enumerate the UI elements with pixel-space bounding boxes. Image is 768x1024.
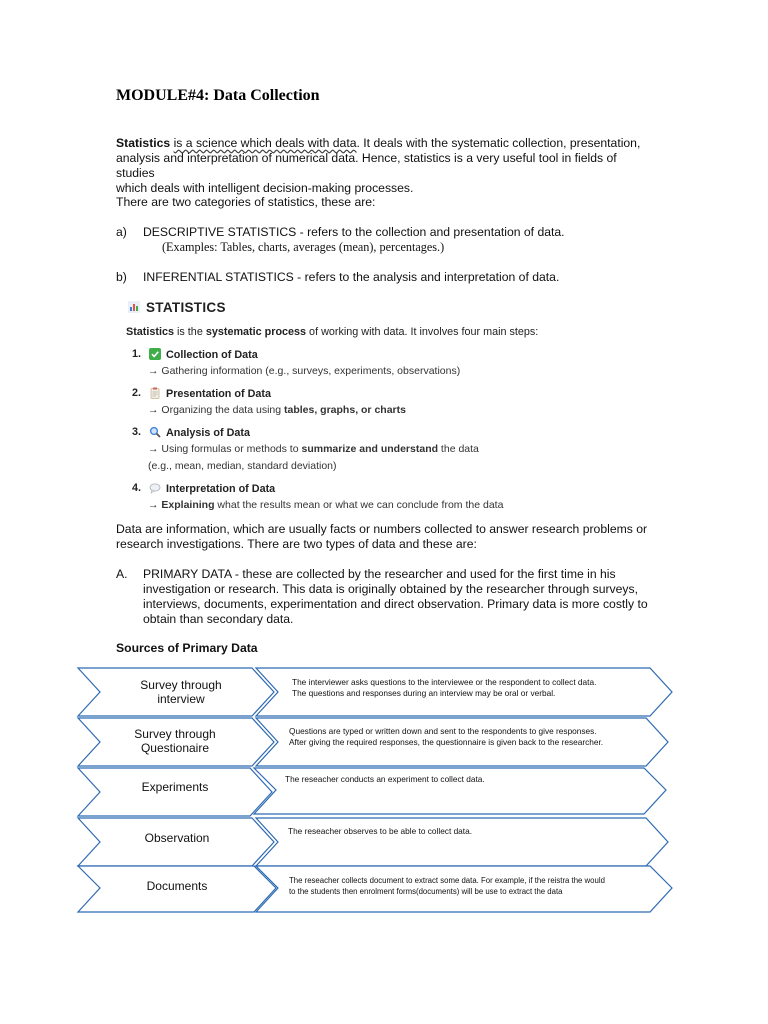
card-intro-bold-1: Statistics (126, 326, 175, 338)
step-3-title (149, 426, 250, 439)
statistics-term: Statistics (116, 136, 171, 150)
primary-label: A. (116, 567, 128, 581)
primary-line-4: obtain than secondary data. (143, 612, 294, 626)
source-1-label-line-1: Survey through (140, 678, 222, 692)
source-3-desc-line-1: The reseacher conducts an experiment to collect data. (285, 774, 485, 784)
step-4-desc-bold: Explaining (161, 499, 215, 511)
intro-paragraph (116, 136, 656, 196)
source-1-label-line-2: interview (157, 692, 205, 706)
source-desc-questionaire (289, 726, 603, 748)
card-intro-end: of working with data. It involves four main steps: (306, 326, 539, 338)
category-a-text: DESCRIPTIVE STATISTICS - refers to the collection and presentation of data. (143, 225, 565, 239)
source-4-desc-line-1: The reseacher observes to be able to collect data. (288, 826, 473, 836)
source-desc-documents (289, 875, 605, 897)
step-1-number: 1. (132, 348, 142, 360)
step-2-desc (148, 404, 406, 416)
step-2-number: 2. (132, 387, 142, 399)
source-5-label-line-1: Documents (146, 879, 208, 893)
card-heading (128, 300, 226, 315)
source-2-label-line-2: Questionaire (140, 741, 210, 755)
source-label-questionaire (110, 727, 240, 755)
primary-line-3: interviews, documents, experimentation and direct observation. Primary data is more costly to (143, 597, 648, 611)
step-1-title (149, 348, 258, 361)
speech-bubble-icon (149, 482, 161, 494)
source-1-desc-line-2: The questions and responses during an interview may be oral or verbal. (292, 688, 556, 698)
check-icon (149, 348, 161, 360)
data-types-paragraph (116, 522, 656, 552)
clipboard-icon (149, 387, 161, 399)
intro-line-1 (116, 136, 656, 151)
primary-line-1: PRIMARY DATA - these are collected by the researcher and used for the first time in his (143, 567, 616, 581)
step-1-desc: → Gathering information (e.g., surveys, experiments, observations) (148, 365, 461, 377)
card-heading-text: STATISTICS (146, 300, 226, 315)
source-5-desc-line-1: The reseacher collects document to extract some data. For example, if the reistra the would (289, 876, 605, 885)
data-types-line-1: Data are information, which are usually facts or numbers collected to answer research problems or (116, 522, 648, 536)
category-b-text: INFERENTIAL STATISTICS - refers to the analysis and interpretation of data. (143, 270, 560, 284)
step-3-desc (148, 443, 479, 455)
step-3-desc-pre: → Using formulas or methods to (148, 443, 302, 455)
step-2-desc-bold: tables, graphs, or charts (284, 404, 406, 416)
categories-intro: There are two categories of statistics, these are: (116, 195, 376, 209)
step-1-title-text: Collection of Data (166, 349, 258, 361)
sources-heading: Sources of Primary Data (116, 641, 258, 655)
card-intro-bold-2: systematic process (205, 326, 307, 338)
source-label-experiments (110, 780, 240, 794)
source-2-desc-line-2: After giving the required responses, the questionnaire is given back to the researcher. (289, 737, 604, 747)
source-label-interview (116, 678, 246, 706)
step-3-title-text: Analysis of Data (166, 427, 251, 439)
source-5-desc-line-2: to the students then enrolment forms(documents) will be use to extract the data (289, 887, 563, 896)
source-label-observation (112, 831, 242, 845)
underlined-phrase: is a science which deals with data (173, 136, 357, 150)
source-2-label-line-1: Survey through (134, 727, 216, 741)
source-3-label-line-1: Experiments (141, 780, 209, 794)
step-3-desc-line-2: (e.g., mean, median, standard deviation) (148, 460, 337, 472)
step-2-title (149, 387, 271, 400)
card-intro-mid: is the (174, 326, 206, 338)
data-types-line-2: research investigations. There are two types of data and these are: (116, 537, 477, 551)
statistics-card (118, 296, 658, 518)
source-2-desc-line-1: Questions are typed or written down and sent to the respondents to give responses. (289, 726, 597, 736)
primary-data-text (143, 567, 653, 627)
step-4-desc-pre: → (148, 499, 162, 511)
source-4-label-line-1: Observation (144, 831, 210, 845)
step-2-title-text: Presentation of Data (166, 388, 271, 400)
source-label-documents (112, 879, 242, 893)
magnifier-icon (149, 426, 161, 438)
step-2-desc-pre: → Organizing the data using (148, 404, 284, 416)
step-3-number: 3. (132, 426, 142, 438)
step-3-desc-bold: summarize and understand (301, 443, 439, 455)
source-1-desc-line-1: The interviewer asks questions to the interviewee or the respondent to collect data. (292, 677, 597, 687)
step-3-desc-post: the data (438, 443, 479, 455)
step-4-title (149, 482, 275, 495)
category-b-label: b) (116, 270, 127, 284)
page-title: MODULE#4: Data Collection (116, 87, 320, 104)
step-4-desc-post: what the results mean or what we can conclude from the data (214, 499, 504, 511)
bar-chart-icon (128, 301, 140, 313)
category-a-example: (Examples: Tables, charts, averages (mean), percentages.) (162, 240, 445, 254)
category-a-label: a) (116, 225, 127, 239)
step-4-number: 4. (132, 482, 142, 494)
card-intro (126, 326, 538, 338)
step-4-desc (148, 499, 503, 511)
intro-line-1-rest: . It deals with the systematic collection, presentation, (356, 136, 641, 150)
source-desc-experiments (285, 774, 485, 785)
source-desc-interview (292, 677, 596, 699)
primary-line-2: investigation or research. This data is originally obtained by the researcher through surveys, (143, 582, 638, 596)
step-4-title-text: Interpretation of Data (166, 483, 276, 495)
sources-diagram (76, 666, 674, 916)
source-desc-observation (288, 826, 472, 837)
intro-line-3: which deals with intelligent decision-making processes. (116, 181, 414, 195)
intro-line-2: analysis and interpretation of numerical data. Hence, statistics is a very useful tool in fields of studies (116, 151, 617, 180)
